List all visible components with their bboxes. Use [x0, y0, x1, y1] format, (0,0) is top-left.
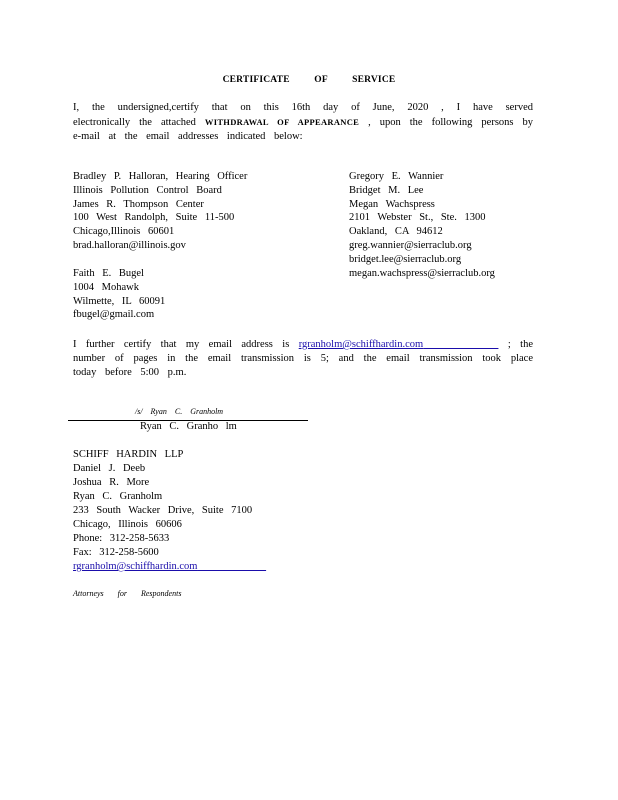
- further-text-part1: I further certify that my email address is: [73, 339, 299, 350]
- address-line: 2101 Webster St., Ste. 1300: [349, 212, 486, 224]
- firm-name: SCHIFF HARDIN LLP: [73, 449, 184, 460]
- email-link[interactable]: rgranholm@schiffhardin.com: [298, 339, 424, 350]
- certify-text-part2: , upon the following persons by e-mail at the email addresses indicated below:: [73, 117, 533, 142]
- electronic-signature: /s/ Ryan C. Granholm: [135, 407, 224, 416]
- further-text-part2: ; the number of pages in the email transmission is 5; and the email transmission took place today before 5:00 p.m.: [73, 339, 533, 378]
- signer-printed-name: Ryan C. Granho lm: [140, 421, 237, 432]
- address-line: Gregory E. Wannier: [349, 171, 444, 182]
- link-underline-extension: [423, 339, 498, 350]
- document-title: WITHDRAWAL OF APPEARANCE: [204, 117, 360, 127]
- address-line: Bridget M. Lee: [349, 184, 424, 196]
- link-underline-extension: [197, 561, 266, 572]
- recipient-halloran-block: [73, 170, 247, 253]
- address-line: 1004 Mohawk: [73, 281, 139, 293]
- address-line: Bradley P. Halloran, Hearing Officer: [73, 171, 248, 182]
- address-line: Chicago, Illinois 60606: [73, 519, 182, 530]
- phone-number: Phone: 312-258-5633: [73, 533, 170, 544]
- recipient-sierraclub-block: [349, 170, 495, 280]
- attorney-name: Daniel J. Deeb: [73, 463, 146, 474]
- address-line: James R. Thompson Center: [73, 198, 204, 210]
- fax-number: Fax: 312-258-5600: [73, 547, 159, 558]
- email-address: brad.halloran@illinois.gov: [73, 239, 186, 251]
- recipient-bugel-block: [73, 267, 165, 322]
- address-line: Faith E. Bugel: [73, 268, 144, 279]
- certify-paragraph: [73, 101, 533, 144]
- attorneys-for-label: Attorneys for Respondents: [73, 589, 182, 598]
- firm-block: [73, 448, 266, 574]
- address-line: Wilmette, IL 60091: [73, 295, 166, 307]
- attorney-name: Joshua R. More: [73, 477, 150, 488]
- address-line: Illinois Pollution Control Board: [73, 184, 222, 196]
- further-certify-paragraph: [73, 338, 533, 380]
- address-line: Oakland, CA 94612: [349, 226, 443, 238]
- address-line: Megan Wachspress: [349, 198, 435, 210]
- address-line: Chicago,Illinois 60601: [73, 226, 175, 238]
- page-title: CERTIFICATE OF SERVICE: [222, 75, 396, 85]
- email-address: fbugel@gmail.com: [73, 309, 155, 321]
- firm-email-link[interactable]: rgranholm@schiffhardin.com: [73, 561, 198, 572]
- attorney-name: Ryan C. Granholm: [73, 491, 163, 502]
- email-address: greg.wannier@sierraclub.org: [349, 239, 472, 251]
- email-address: megan.wachspress@sierraclub.org: [349, 267, 495, 279]
- address-line: 233 South Wacker Drive, Suite 7100: [73, 505, 253, 516]
- certify-text-part1: I, the undersigned,certify that on this 16th day of June, 2020 , I have served electronically the attached: [73, 102, 533, 128]
- address-line: 100 West Randolph, Suite 11-500: [73, 212, 235, 224]
- email-address: bridget.lee@sierraclub.org: [349, 253, 462, 265]
